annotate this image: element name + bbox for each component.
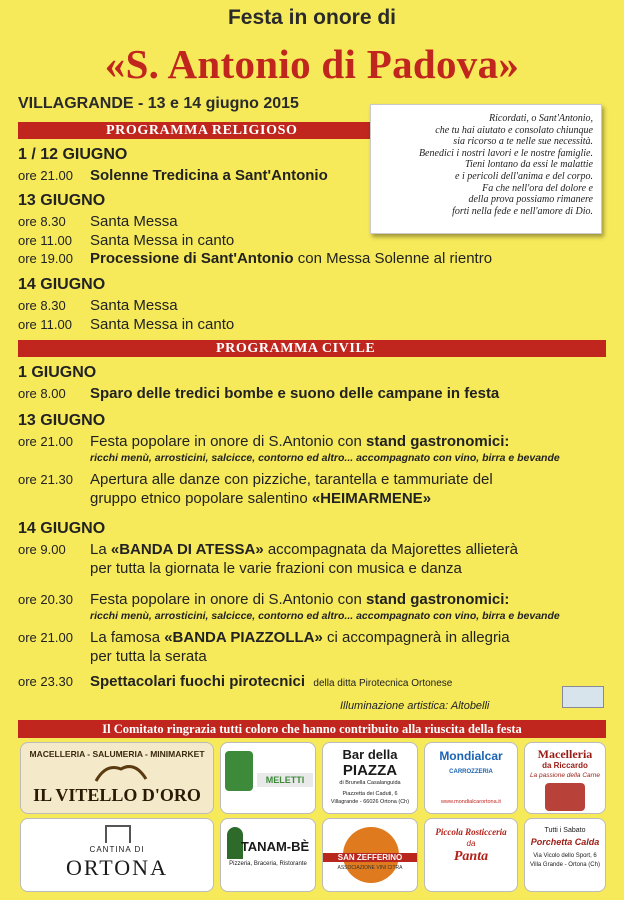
program-note: ricchi menù, arrosticini, salcicce, contorno ed altro... accompagnato con vino, birra e bevande xyxy=(90,452,560,464)
program-row: ore 19.00 Processione di Sant'Antonio con Messa Solenne al rientro xyxy=(18,250,493,267)
section-band-religioso xyxy=(18,122,378,139)
prayer-line: Ricordati, o Sant'Antonio, xyxy=(489,113,593,124)
prayer-line: e i pericoli dell'anima e del corpo. xyxy=(455,170,593,182)
program-row: ore 8.30 Santa Messa xyxy=(18,297,178,314)
section-band-civile xyxy=(18,340,606,357)
prayer-card xyxy=(370,104,602,234)
prayer-line: Tieni lontano da essi le malattie xyxy=(464,159,593,171)
program-row: ore 8.30 Santa Messa xyxy=(18,213,178,230)
illumination-credit: Illuminazione artistica: Altobelli xyxy=(340,700,490,712)
sponsor-san-zefferino: SAN ZEFFERINO ASSOCIAZIONE VINI CITRA xyxy=(322,818,418,892)
calf-icon xyxy=(91,759,151,785)
program-row: ore 21.30 Apertura alle danze con pizziche, tarantella e tammuriate del xyxy=(18,471,493,488)
prayer-line: che tu hai aiutato e consolato chiunque xyxy=(435,124,593,136)
sponsor-rosticceria-panta: Piccola Rosticceria da Panta xyxy=(424,818,518,892)
program-row: ore 9.00 La «BANDA DI ATESSA» accompagnata da Majorettes allieterà xyxy=(18,541,518,558)
section-title: PROGRAMMA RELIGIOSO xyxy=(106,123,298,138)
prayer-line: forti nella fede e nell'amore di Dio. xyxy=(452,205,593,217)
event-dates: VILLAGRANDE - 13 e 14 giugno 2015 xyxy=(18,95,299,112)
sponsor-macelleria-riccardo: Macelleria da Riccardo La passione della Carne xyxy=(524,742,606,814)
program-row: ore 21.00 Festa popolare in onore di S.Antonio con stand gastronomici: xyxy=(18,433,510,450)
header-line: Festa in onore di xyxy=(227,6,397,29)
sponsor-cantina-ortona: CANTINA DI ORTONA xyxy=(20,818,214,892)
program-row-cont: gruppo etnico popolare salentino «HEIMARMENE» xyxy=(90,490,432,507)
prayer-line: della prova possiamo rimanere xyxy=(468,194,593,206)
day-heading: 14 GIUGNO xyxy=(18,276,106,293)
sponsor-meletti: MELETTI xyxy=(220,742,316,814)
program-row: ore 21.00 La famosa «BANDA PIAZZOLLA» ci accompagnerà in allegria xyxy=(18,629,510,646)
thanks-band: Il Comitato ringrazia tutti coloro che hanno contribuito alla riuscita della festa xyxy=(18,720,606,738)
day-heading: 13 GIUGNO xyxy=(18,412,106,429)
program-row: ore 11.00 Santa Messa in canto xyxy=(18,316,235,333)
castle-icon xyxy=(105,825,131,843)
day-heading: 1 / 12 GIUGNO xyxy=(18,146,128,163)
program-note: ricchi menù, arrosticini, salcicce, contorno ed altro... accompagnato con vino, birra e bevande xyxy=(90,610,560,622)
sponsor-porchetta: Tutti i Sabato Porchetta Calda Via Vicolo dello Sport, 6 Villa Grande - Ortona (Ch) xyxy=(524,818,606,892)
program-row-cont: per tutta la serata xyxy=(90,648,207,665)
prayer-line: Benedici i nostri lavori e le nostre famiglie. xyxy=(418,147,593,159)
program-row: ore 20.30 Festa popolare in onore di S.Antonio con stand gastronomici: xyxy=(18,591,510,608)
sponsor-mondialcar: Mondialcar CARROZZERIA www.mondialcarortona.it xyxy=(424,742,518,814)
program-row: ore 23.30 Spettacolari fuochi pirotecnici della ditta Pirotecnica Ortonese xyxy=(18,673,453,690)
sponsor-tanam-be: TANAM-BÈ Pizzeria, Braceria, Ristorante xyxy=(220,818,316,892)
meat-icon xyxy=(545,783,585,811)
program-row: ore 8.00 Sparo delle tredici bombe e suono delle campane in festa xyxy=(18,385,500,402)
day-heading: 14 GIUGNO xyxy=(18,520,106,537)
program-row: ore 21.00 Solenne Tredicina a Sant'Antonio xyxy=(18,167,328,184)
altobelli-logo-icon xyxy=(562,686,604,708)
day-heading: 1 GIUGNO xyxy=(18,364,97,381)
program-row-cont: per tutta la giornata le varie frazioni con musica e danza xyxy=(90,560,462,577)
program-row: ore 11.00 Santa Messa in canto xyxy=(18,232,235,249)
sponsor-bar-piazza: Bar della PIAZZA di Brunella Casalanguida Piazzetta dei Caduti, 6 Villagrande - 66026 Ortona (Ch) xyxy=(322,742,418,814)
sponsor-vitello-doro: MACELLERIA - SALUMERIA - MINIMARKET IL VITELLO D'ORO xyxy=(20,742,214,814)
page-title: «S. Antonio di Padova» xyxy=(104,41,520,87)
prayer-line: Fa che nell'ora del dolore e xyxy=(482,182,593,194)
day-heading: 13 GIUGNO xyxy=(18,192,106,209)
section-title: PROGRAMMA CIVILE xyxy=(216,341,376,356)
prayer-line: sia ricorso a te nelle sue necessità. xyxy=(453,136,593,148)
bottle-icon xyxy=(225,751,253,791)
